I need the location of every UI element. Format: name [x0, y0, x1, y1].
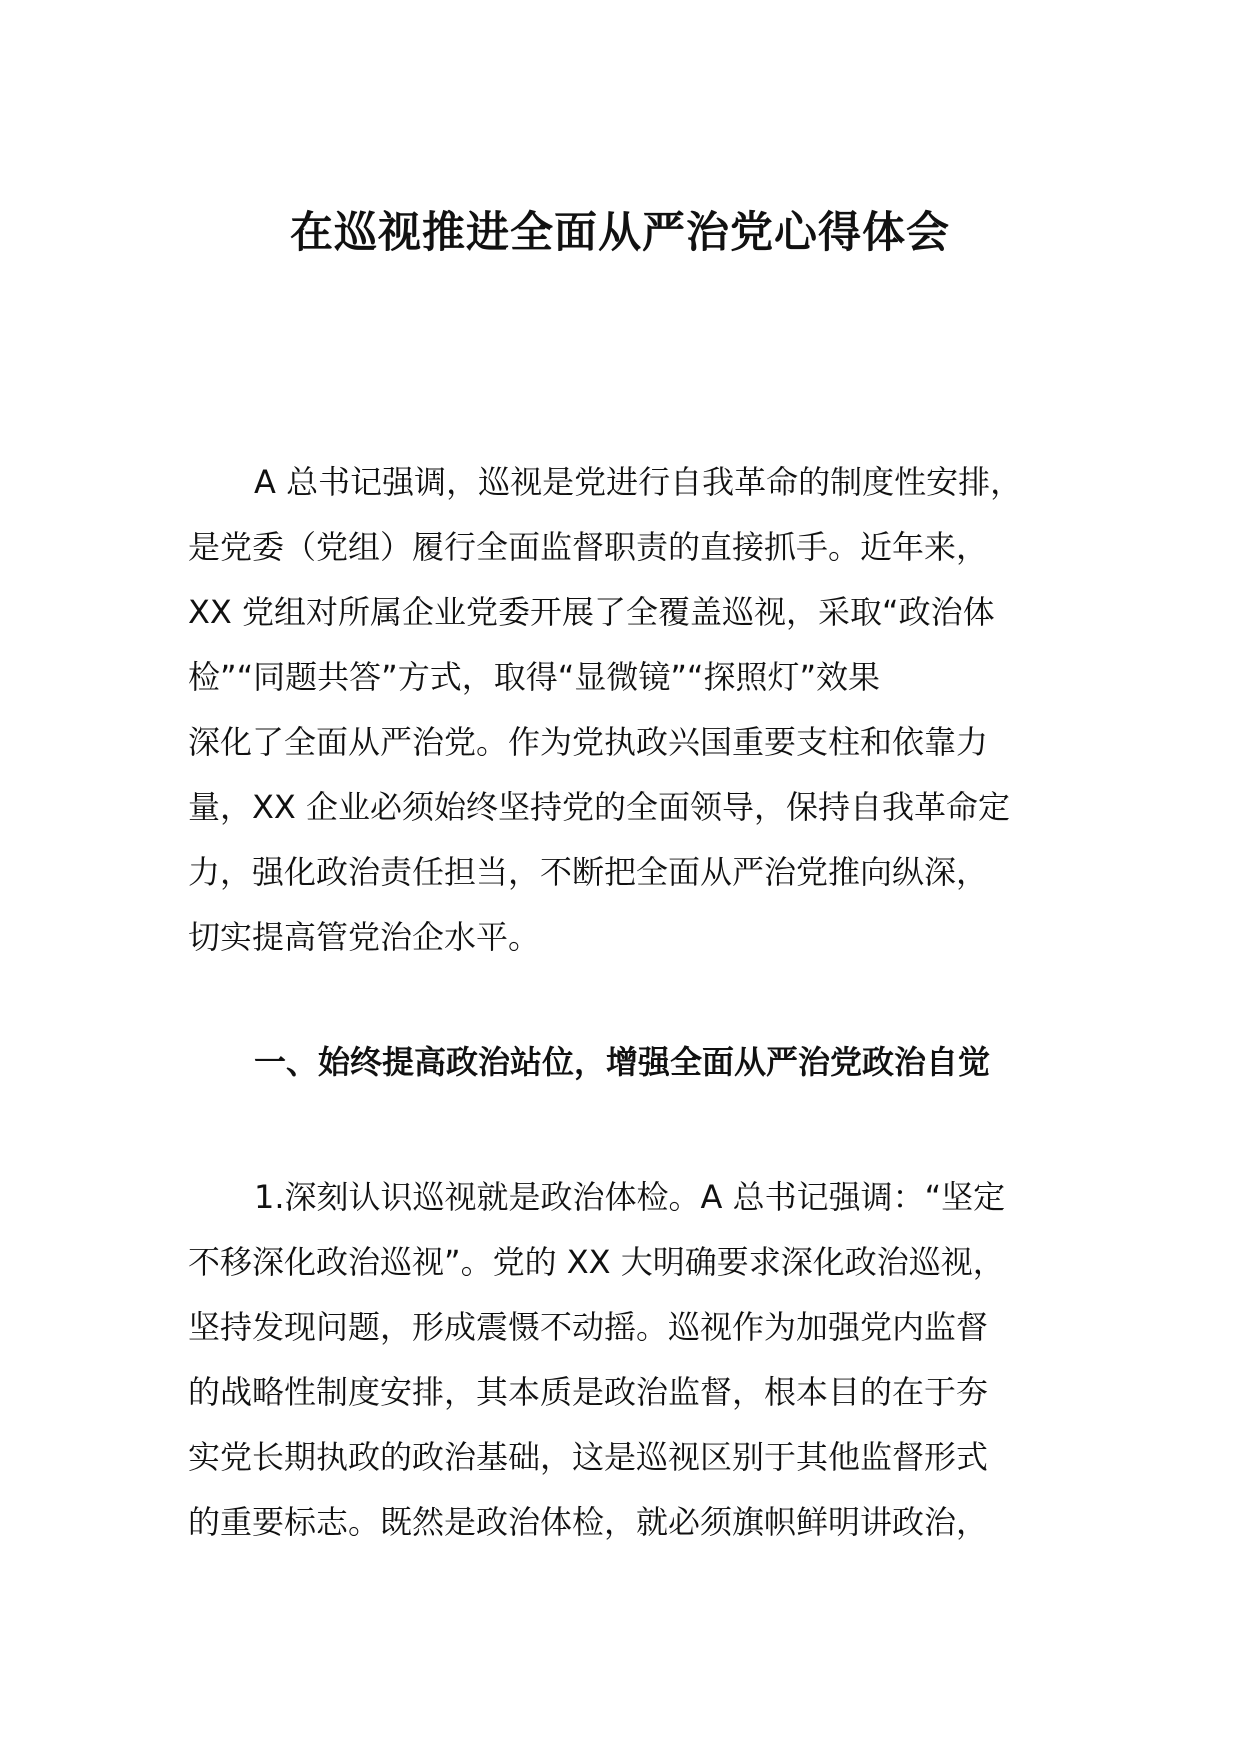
paragraph-line: 1.深刻认识巡视就是政治体检。A 总书记强调：“坚定: [254, 1178, 1006, 1216]
document-title: 在巡视推进全面从严治党心得体会: [290, 208, 950, 258]
section-heading: 一、始终提高政治站位，增强全面从严治党政治自觉: [254, 1043, 991, 1081]
paragraph-line: 是党委（党组）履行全面监督职责的直接抓手。近年来，: [188, 528, 989, 566]
paragraph-line: XX 党组对所属企业党委开展了全覆盖巡视，采取“政治体: [188, 593, 995, 631]
paragraph-line: 量，XX 企业必须始终坚持党的全面领导，保持自我革命定: [188, 788, 1011, 826]
paragraph-line: 坚持发现问题，形成震慑不动摇。巡视作为加强党内监督: [188, 1308, 989, 1346]
paragraph-line: 的重要标志。既然是政治体检，就必须旗帜鲜明讲政治，: [188, 1503, 989, 1541]
paragraph-line: 检”“同题共答”方式，取得“显微镜”“探照灯”效果: [188, 658, 881, 696]
paragraph-line: 深化了全面从严治党。作为党执政兴国重要支柱和依靠力: [188, 723, 989, 761]
paragraph-line: 力，强化政治责任担当，不断把全面从严治党推向纵深，: [188, 853, 989, 891]
paragraph-line: 的战略性制度安排，其本质是政治监督，根本目的在于夯: [188, 1373, 989, 1411]
point1-paragraph: [188, 1165, 1068, 1555]
paragraph-line: A 总书记强调，巡视是党进行自我革命的制度性安排，: [254, 463, 1023, 501]
paragraph-line: 切实提高管党治企水平。: [188, 918, 541, 956]
intro-paragraph: [188, 450, 1068, 970]
paragraph-line: 不移深化政治巡视”。党的 XX 大明确要求深化政治巡视，: [188, 1243, 1005, 1281]
paragraph-line: 实党长期执政的政治基础，这是巡视区别于其他监督形式: [188, 1438, 989, 1476]
